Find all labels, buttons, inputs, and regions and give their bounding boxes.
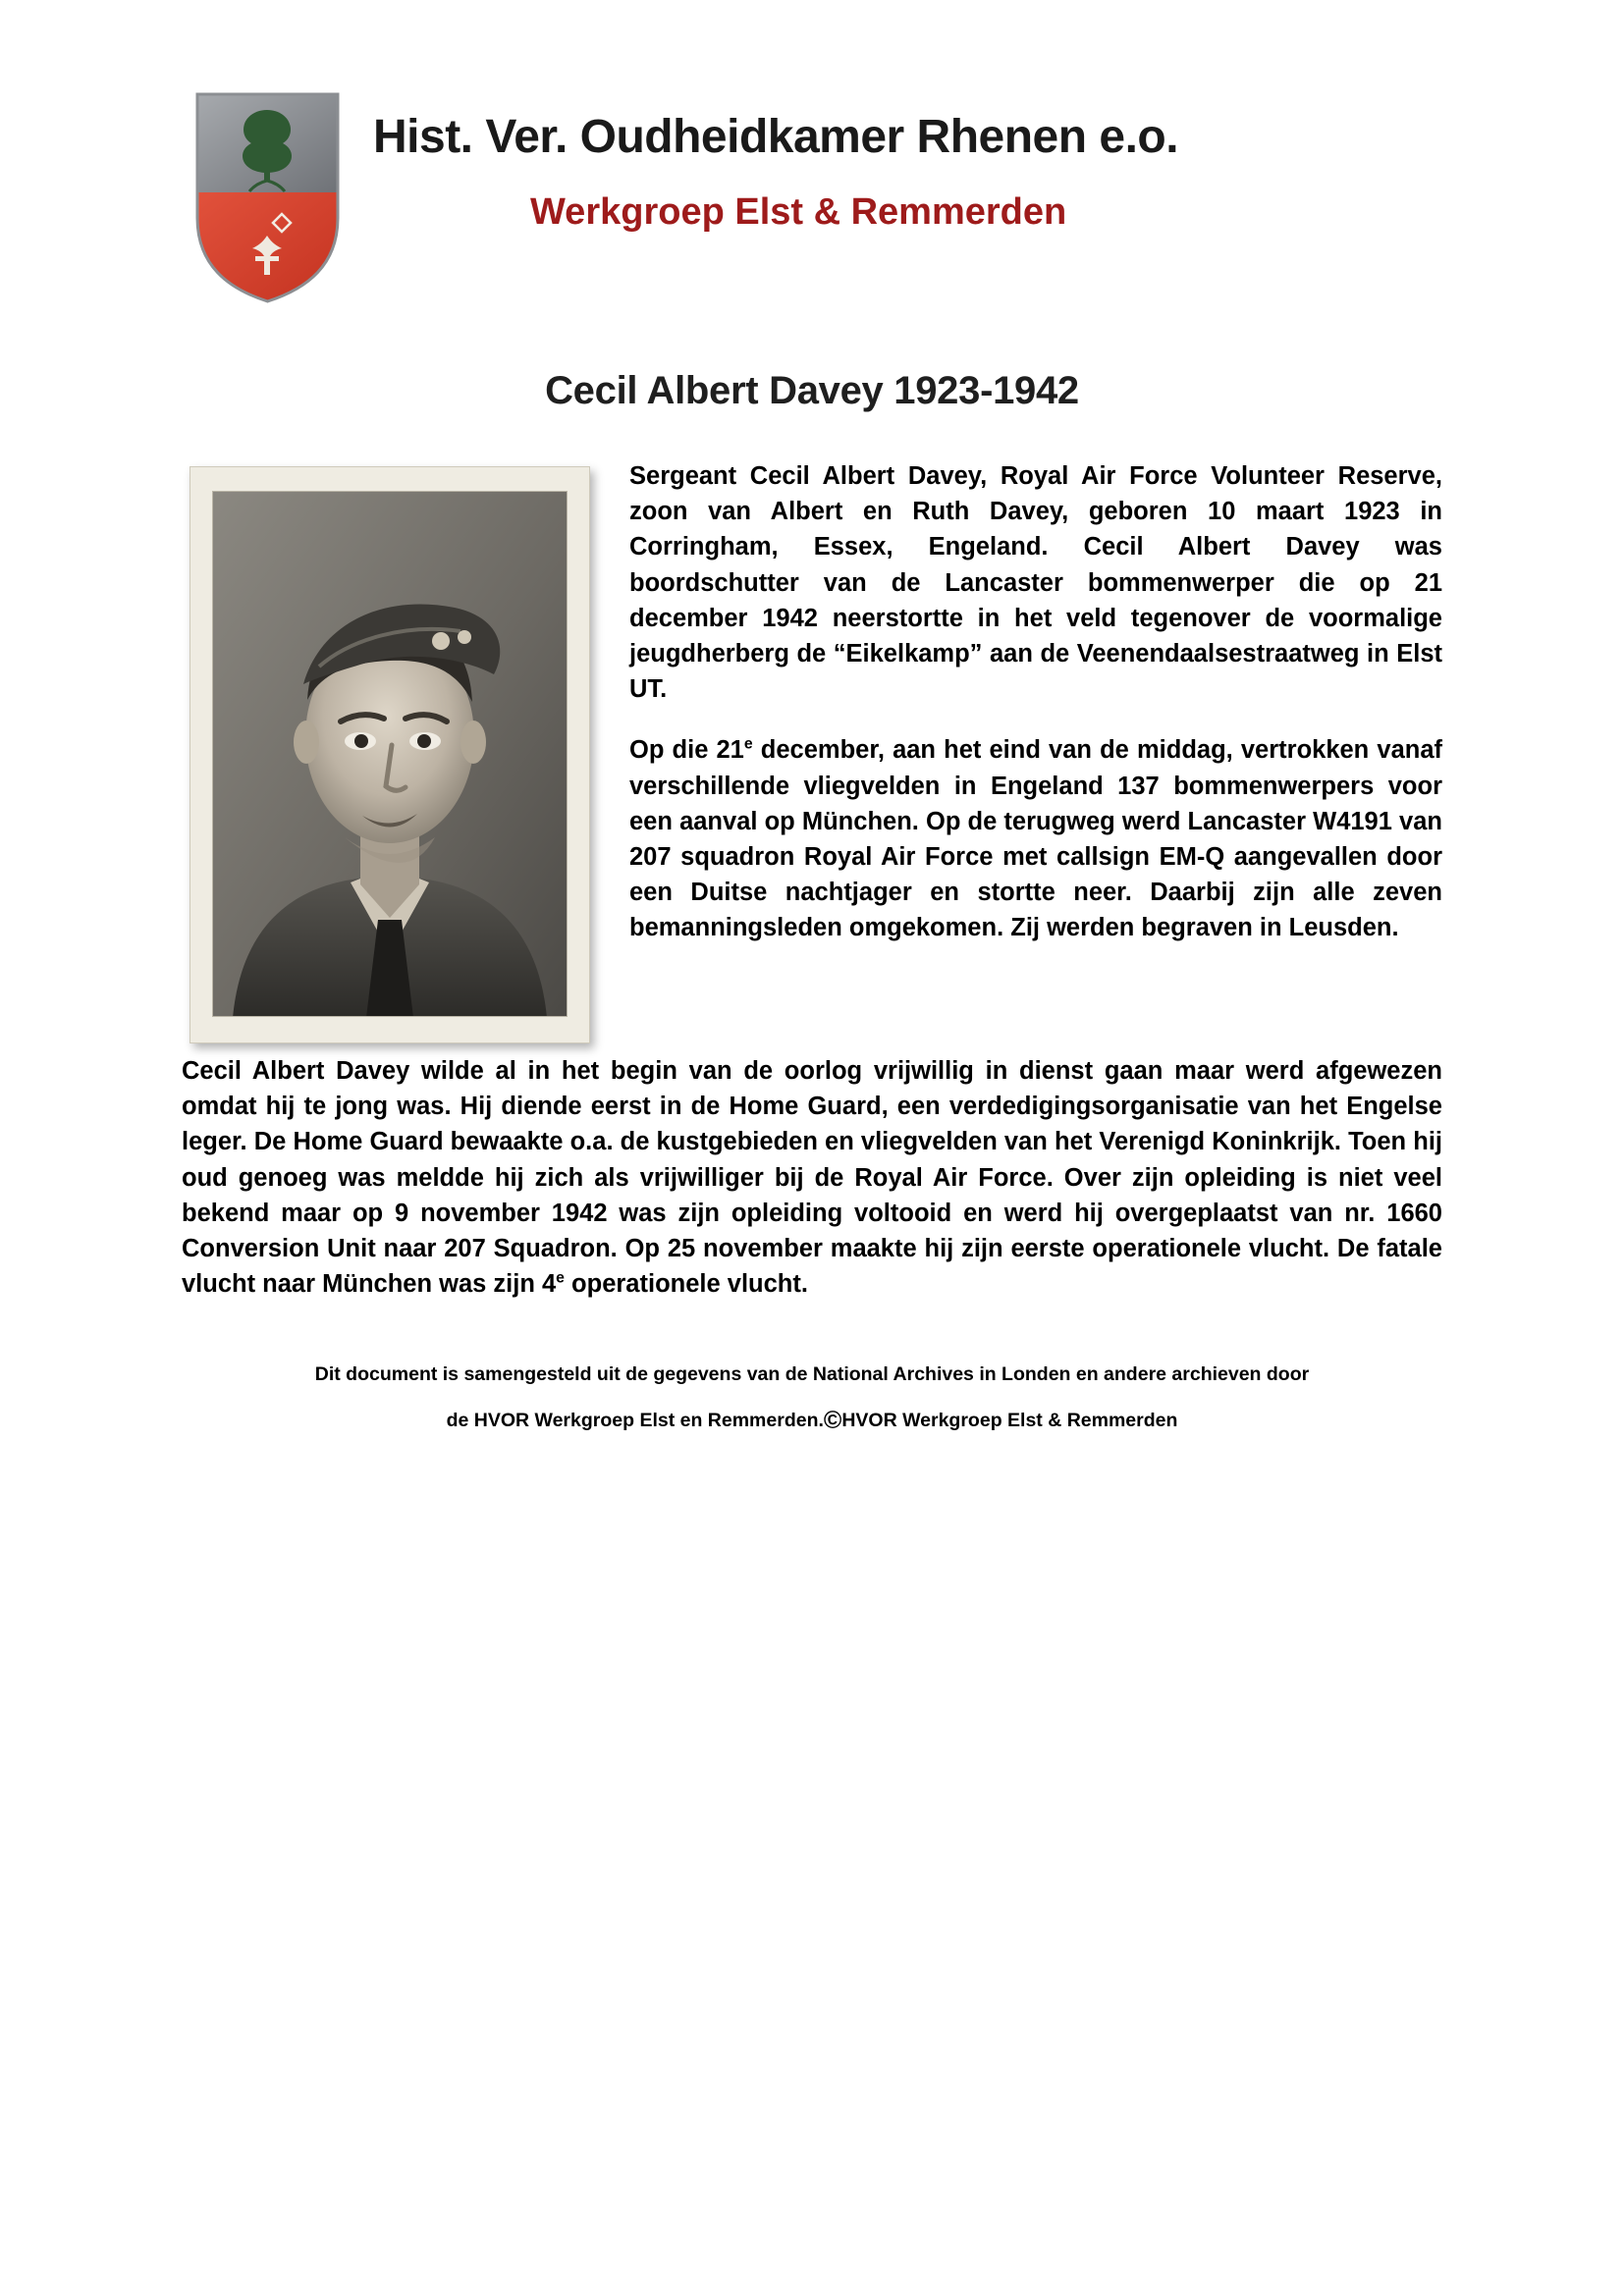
paragraph-3-text-b: operationele vlucht. xyxy=(564,1270,808,1299)
document-body xyxy=(182,458,1442,1302)
copyright-icon: © xyxy=(823,1407,842,1435)
paragraph-1-text: Sergeant Cecil Albert Davey, Royal Air Force Volunteer Reserve, zoon van Albert en Ruth Davey, geboren 10 maart 1923 in Corringham, Essex, Engeland. Cecil Albert Davey was boordschutter van de Lancaster bommenwerper die op 21 december 1942 neerstortte in het veld tegenover de voormalige jeugdherberg de “Eikelkamp” aan de Veenendaalsestraatweg in Elst UT. xyxy=(629,462,1442,704)
organization-title: Hist. Ver. Oudheidkamer Rhenen e.o. xyxy=(373,111,1179,163)
footer-line-2 xyxy=(182,1395,1442,1447)
crest-icon xyxy=(191,90,344,308)
portrait-photo xyxy=(213,492,567,1017)
document-footer xyxy=(182,1355,1442,1446)
paragraph-2-text-b: december, aan het eind van de middag, vertrokken vanaf verschillende vliegvelden in Engeland 137 bommenwerpers voor een aanval op München. Op de terugweg werd Lancaster W4191 van 207 squadron Royal Air Force met callsign EM-Q aangevallen door een Duitse nachtjager en stortte neer. Daarbij zijn alle zeven bemanningsleden omgekomen. Zij werden begraven in Leusden. xyxy=(629,736,1442,942)
portrait-figure xyxy=(189,466,602,1043)
footer-line-1: Dit document is samengesteld uit de gegevens van de National Archives in Londen en andere archieven door xyxy=(314,1363,1310,1386)
footer-line-2-after: HVOR Werkgroep Elst & Remmerden xyxy=(841,1410,1178,1432)
paragraph-2-text-a: Op die 21 xyxy=(629,736,744,765)
portrait-frame xyxy=(189,466,590,1043)
header-titles xyxy=(373,90,1442,234)
portrait-photo-border xyxy=(212,491,568,1017)
coat-of-arms-logo xyxy=(191,90,344,308)
paragraph-3-text-a: Cecil Albert Davey wilde al in het begin van de oorlog vrijwillig in dienst gaan maar werd afgewezen omdat hij te jong was. Hij diende eerst in de Home Guard, een verdedigingsorganisatie van het Engelse leger. De Home Guard bewaakte o.a. de kustgebieden en vliegvelden van het Verenigd Koninkrijk. Toen hij oud genoeg was meldde hij zich als vrijwilliger bij de Royal Air Force. Over zijn opleiding is niet veel bekend maar op 9 november 1942 was zijn opleiding voltooid en werd hij overgeplaatst van nr. 1660 Conversion Unit naar 207 Squadron. Op 25 november maakte hij zijn eerste operationele vlucht. De fatale vlucht naar München was zijn 4 xyxy=(182,1057,1442,1299)
workgroup-title: Werkgroep Elst & Remmerden xyxy=(530,190,1067,233)
footer-line-2-before: de HVOR Werkgroep Elst en Remmerden. xyxy=(446,1410,824,1432)
paragraph-3-superscript: e xyxy=(556,1269,565,1287)
paragraph-2-superscript: e xyxy=(743,735,753,753)
document-header xyxy=(182,0,1442,308)
paragraph-3 xyxy=(182,1053,1442,1302)
page-title: Cecil Albert Davey 1923-1942 xyxy=(545,369,1079,412)
